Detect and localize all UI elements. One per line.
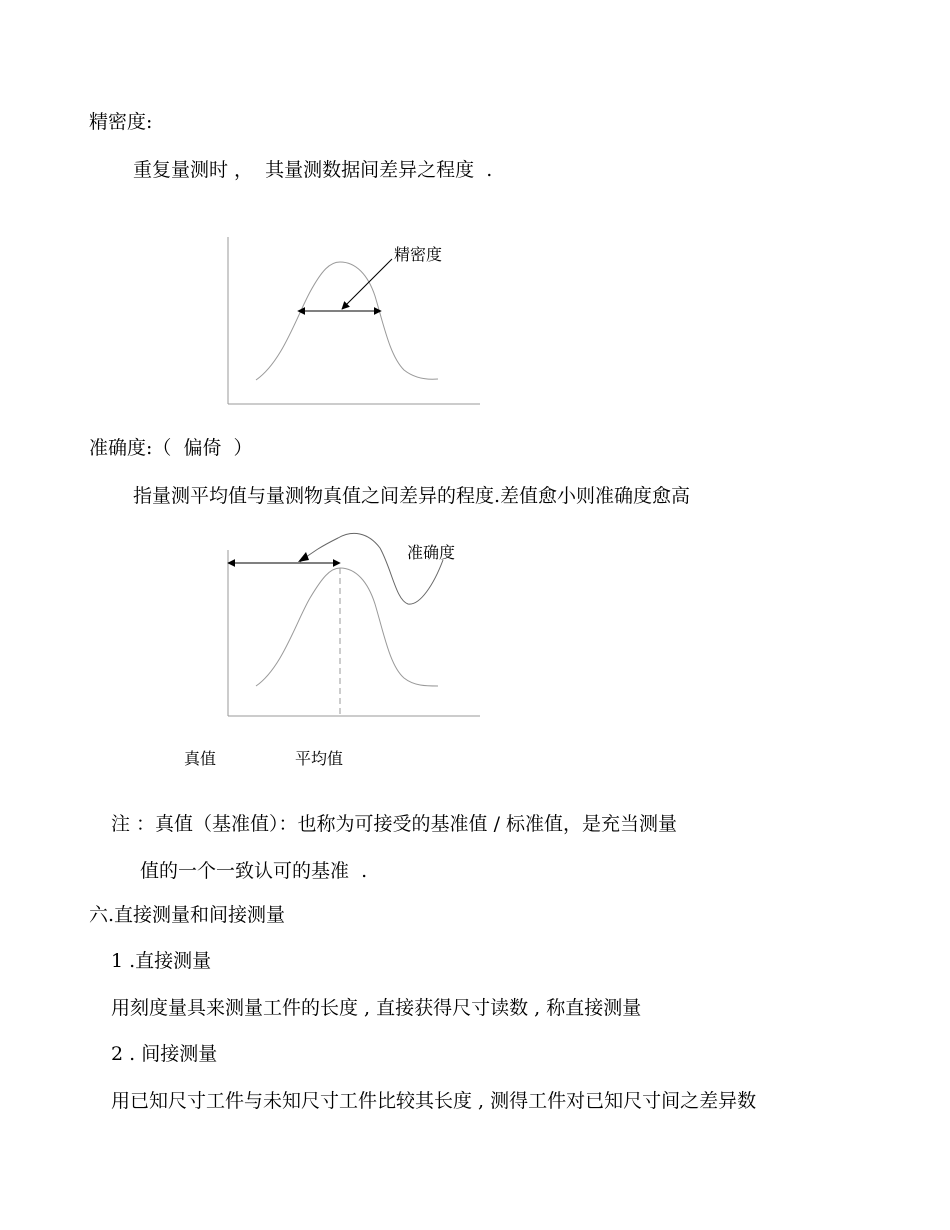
- direct-measurement-title: 1 .直接测量: [111, 950, 212, 972]
- direct-measurement-text: 用刻度量具来测量工件的长度 , 直接获得尺寸读数 , 称直接测量: [111, 997, 642, 1019]
- accuracy-axes: [228, 550, 480, 716]
- accuracy-distribution-curve: [256, 568, 438, 686]
- section-6-heading: 六.直接测量和间接测量: [89, 904, 286, 926]
- precision-pointer-line: [342, 259, 392, 309]
- true-value-label: 真值: [184, 749, 217, 768]
- precision-axes: [228, 237, 480, 404]
- precision-figure: [0, 0, 950, 420]
- precision-heading: 精密度:: [89, 111, 153, 133]
- accuracy-heading: 准确度:（ 偏倚 ）: [89, 437, 253, 459]
- precision-definition: 重复量测时 ， 其量测数据间差异之程度 .: [133, 159, 493, 181]
- indirect-measurement-text: 用已知尺寸工件与未知尺寸工件比较其长度 , 测得工件对已知尺寸间之差异数: [111, 1090, 757, 1112]
- note-line-1: 注 ：真值（基准值）：也称为可接受的基准值 / 标准值，是充当测量: [111, 813, 678, 835]
- accuracy-figure: [0, 520, 950, 780]
- indirect-measurement-title: 2 . 间接测量: [111, 1043, 218, 1065]
- note-line-2: 值的一个一致认可的基准 .: [140, 860, 368, 882]
- accuracy-figure-label: 准确度: [407, 543, 456, 562]
- precision-figure-label: 精密度: [394, 245, 443, 264]
- mean-value-label: 平均值: [295, 749, 344, 768]
- precision-distribution-curve: [256, 262, 438, 380]
- accuracy-definition: 指量测平均值与量测物真值之间差异的程度.差值愈小则准确度愈高: [133, 485, 691, 507]
